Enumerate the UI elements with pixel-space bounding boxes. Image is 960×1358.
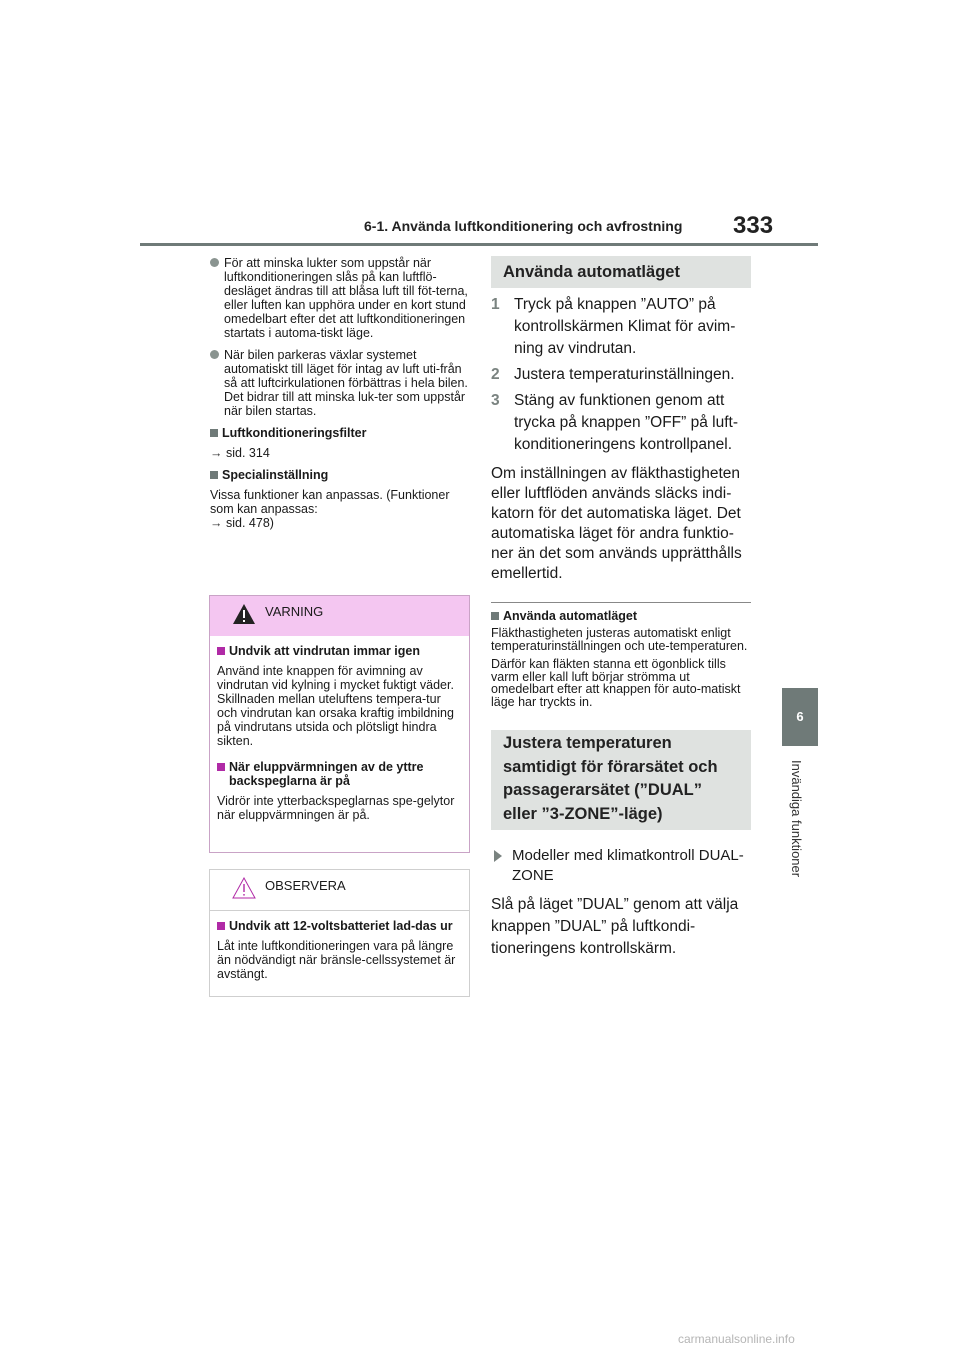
warning-heading-2: [217, 760, 462, 788]
chapter-label: [790, 760, 810, 900]
chapter-tab: 6: [782, 688, 818, 746]
page-number: 333: [733, 212, 774, 239]
special-reference[interactable]: [210, 516, 472, 530]
special-heading: [210, 468, 472, 482]
square-bullet-icon: [210, 471, 218, 479]
note-text: Låt inte luftkonditioneringen vara på längre än nödvändigt när bränsle-cellssystemet är avstängt.: [217, 939, 456, 981]
step-number: 3: [491, 392, 500, 409]
section-heading-line: samtidigt för förarsätet och: [503, 757, 718, 776]
special-heading-text: Specialinställning: [222, 468, 329, 482]
note-heading: [217, 919, 462, 933]
filter-heading: [210, 426, 472, 440]
note-header: [210, 870, 469, 911]
section-heading-line: eller ”3-ZONE”-läge): [503, 804, 663, 823]
warning-heading-1: [217, 644, 462, 658]
bullet-dot-icon: [210, 258, 219, 267]
sub-text-2: Därför kan fläkten stanna ett ögonblick tills varm eller kall luft börjar strömma ut omedelbart efter att knappen för auto-matiskt läge har tryckts in.: [491, 657, 741, 709]
arrow-right-icon: →: [210, 446, 223, 460]
model-note: [491, 846, 751, 886]
watermark: carmanualsonline.info: [678, 1332, 795, 1346]
note-box: [209, 869, 470, 997]
step-number: 2: [491, 366, 500, 383]
left-column: [210, 256, 472, 538]
sub-heading-text: Använda automatläget: [503, 609, 638, 623]
special-text: Vissa funktioner kan anpassas. (Funktioner som kan anpassas:: [210, 488, 450, 516]
filter-heading-text: Luftkonditioneringsfilter: [222, 426, 367, 440]
warning-body: [210, 636, 469, 822]
section-heading-line: Justera temperaturen: [503, 734, 672, 752]
warning-heading-2-text: När eluppvärmningen av de yttre backspeglarna är på: [229, 760, 424, 788]
note-heading-text: Undvik att 12-voltsbatteriet lad-das ur: [229, 919, 453, 933]
step-text: Tryck på knappen ”AUTO” på kontrollskärmen Klimat för avim-ning av vindrutan.: [514, 296, 736, 357]
note-body: [210, 911, 469, 981]
step-item: [491, 390, 751, 456]
warning-text-1: Använd inte knappen för avimning av vindrutan vid kylning i mycket fuktigt väder. Skillnaden mellan uteluftens tempera-tur och vindrutan kan orsaka kraftig imbildning på vindrutans utsida och plötsligt hindra sikten.: [217, 664, 454, 748]
right-column: [491, 256, 751, 960]
warning-heading-1-text: Undvik att vindrutan immar igen: [229, 644, 421, 658]
chapter-label-text: Invändiga funktioner: [789, 760, 804, 878]
warning-header: [210, 596, 469, 636]
dual-instructions: Slå på läget ”DUAL” genom att välja knappen ”DUAL” på luftkondi-tioneringens kontrollskärm.: [491, 896, 739, 957]
section-heading-line: passagerarsätet (”DUAL”: [503, 781, 702, 799]
warning-box: [209, 595, 470, 853]
body-paragraph: Om inställningen av fläkthastigheten eller luftflöden används släcks indi-katorn för det automatiska läget. Det automatiska läget för andra funktio-ner än det som används upprätthålls emellertid.: [491, 465, 742, 582]
warning-triangle-icon: [232, 603, 256, 625]
note-label: OBSERVERA: [265, 878, 346, 893]
model-note-text: Modeller med klimatkontroll DUAL-ZONE: [512, 847, 744, 884]
square-bullet-icon: [491, 612, 499, 620]
square-bullet-icon: [217, 763, 225, 771]
bullet-text: När bilen parkeras växlar systemet automatiskt till läget för intag av luft uti-från så att luftcirkulationen förbättras i hela bilen. Det bidrar till att minska luk-ter som uppstår när bilen startas.: [224, 348, 468, 418]
square-bullet-icon: [217, 647, 225, 655]
caution-triangle-icon: [232, 877, 256, 899]
sub-text-1: Fläkthastigheten justeras automatiskt enligt temperaturinställningen och ute-temperaturen.: [491, 626, 748, 653]
header-rule: [140, 243, 818, 246]
bullet-item: [210, 348, 472, 418]
header-title: 6-1. Använda luftkonditionering och avfrostning: [364, 218, 683, 234]
section-heading-dual: [491, 730, 751, 830]
square-bullet-icon: [210, 429, 218, 437]
filter-ref-text: sid. 314: [225, 446, 270, 460]
arrow-right-icon: →: [210, 516, 223, 530]
square-bullet-icon: [217, 922, 225, 930]
bullet-item: [210, 256, 472, 340]
sub-heading: [491, 609, 751, 623]
step-item: [491, 294, 751, 360]
warning-text-2: Vidrör inte ytterbackspeglarnas spe-gelytor när eluppvärmningen är på.: [217, 794, 455, 822]
warning-label: VARNING: [265, 604, 324, 619]
special-ref-text: sid. 478): [225, 516, 274, 530]
step-number: 1: [491, 296, 500, 313]
step-item: [491, 364, 751, 386]
triangle-right-icon: [494, 850, 502, 862]
section-heading-auto: Använda automatläget: [491, 256, 751, 288]
bullet-text: För att minska lukter som uppstår när luftkonditioneringen slås på kan luftflö-desläget ändras till att blåsa luft till föt-terna, eller luften kan upphöra under en kort stund omedelbart efter det att luftkonditioneringen startats i automa-tiskt läge.: [224, 256, 468, 340]
step-text: Stäng av funktionen genom att trycka på knappen ”OFF” på luft-konditioneringens kontrollpanel.: [514, 392, 738, 453]
step-text: Justera temperaturinställningen.: [514, 366, 735, 383]
sub-divider: [491, 602, 751, 603]
filter-reference[interactable]: [210, 446, 472, 460]
bullet-dot-icon: [210, 350, 219, 359]
